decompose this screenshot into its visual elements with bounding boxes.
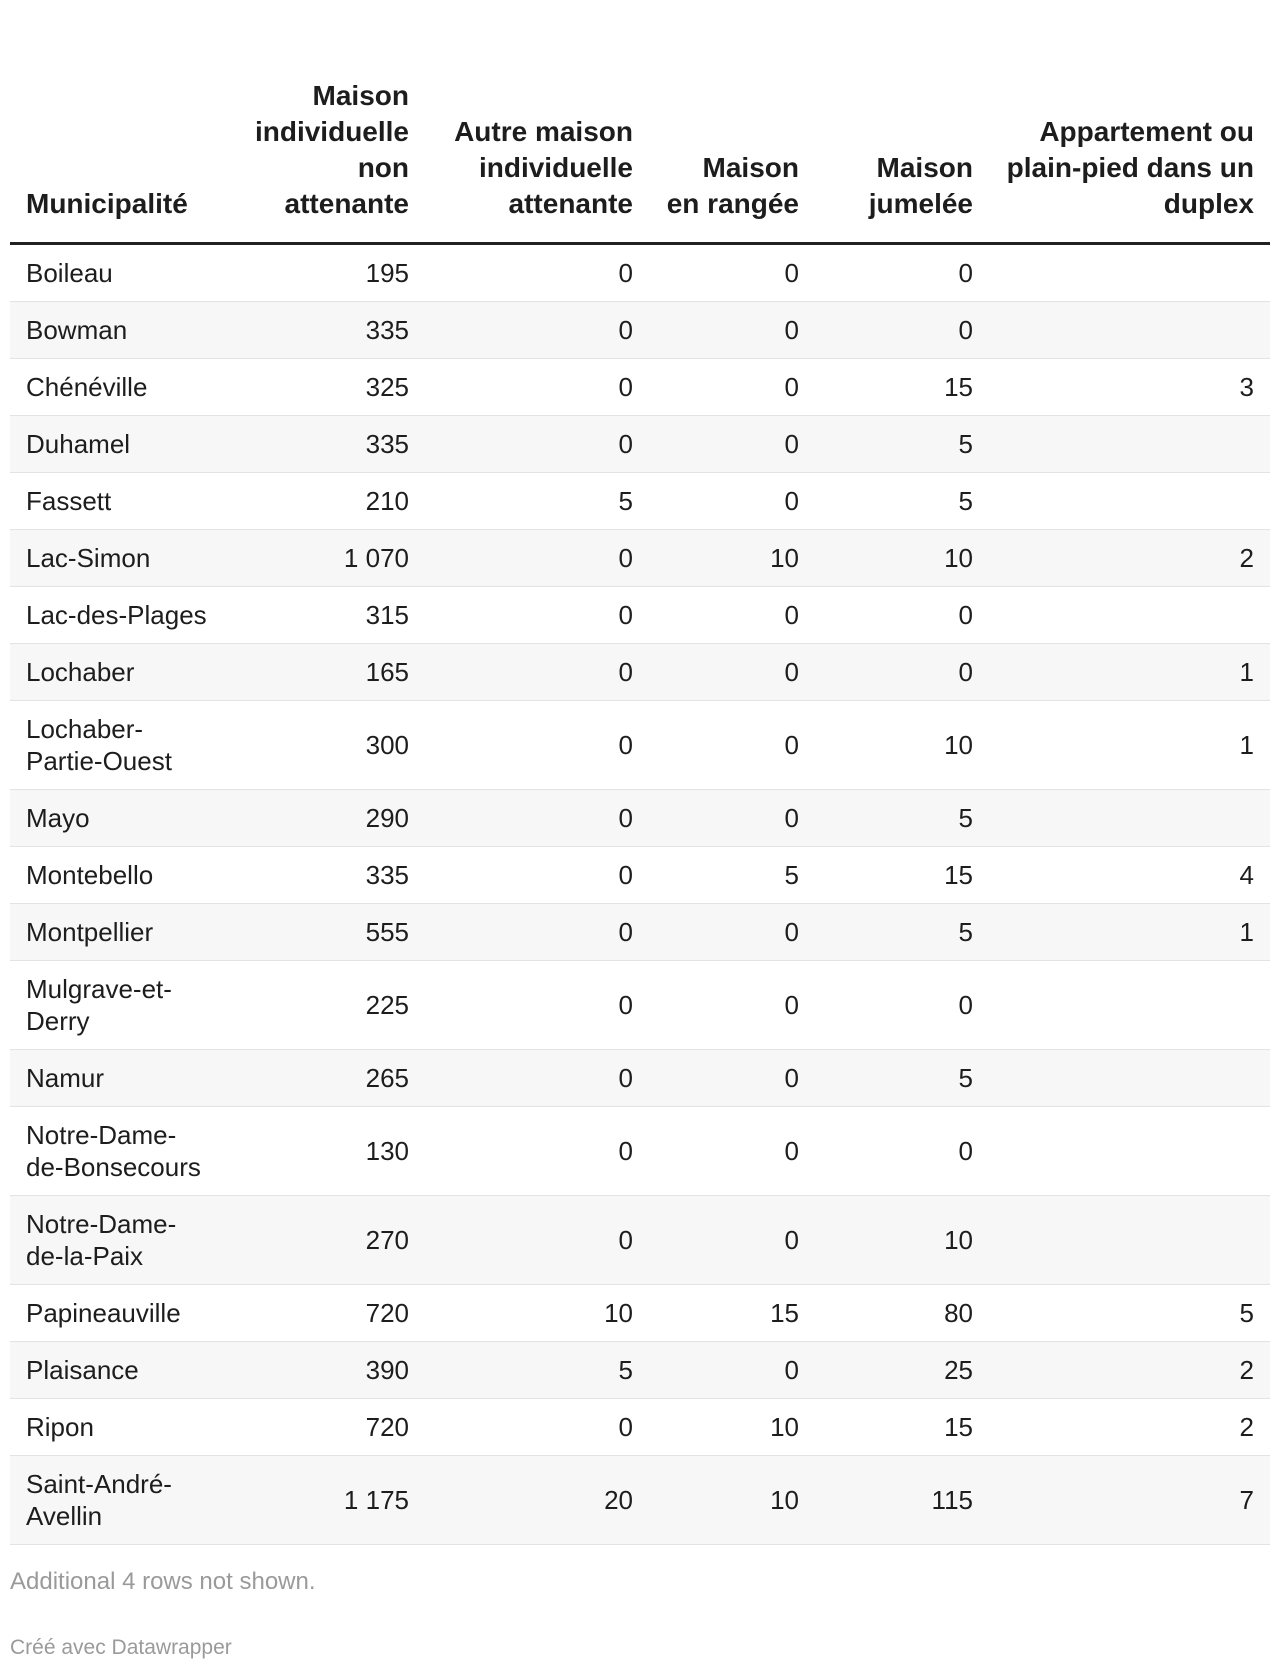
- table-row: [10, 961, 1270, 1050]
- value-cell: 3: [989, 359, 1270, 416]
- table-row: [10, 701, 1270, 790]
- value-cell: 225: [225, 961, 425, 1050]
- value-cell: 0: [815, 961, 989, 1050]
- table-row: [10, 790, 1270, 847]
- value-cell: [989, 1107, 1270, 1196]
- value-cell: 10: [425, 1285, 649, 1342]
- municipality-cell: Plaisance: [10, 1342, 225, 1399]
- municipality-cell: Boileau: [10, 244, 225, 302]
- data-table: [10, 78, 1270, 1545]
- value-cell: 0: [649, 1107, 815, 1196]
- value-cell: 1: [989, 644, 1270, 701]
- value-cell: 5: [815, 473, 989, 530]
- value-cell: 0: [425, 1107, 649, 1196]
- table-row: [10, 1285, 1270, 1342]
- value-cell: 0: [649, 961, 815, 1050]
- table-row: [10, 473, 1270, 530]
- value-cell: 2: [989, 1399, 1270, 1456]
- value-cell: 265: [225, 1050, 425, 1107]
- value-cell: 0: [649, 1050, 815, 1107]
- municipality-cell: Papineauville: [10, 1285, 225, 1342]
- value-cell: 0: [649, 904, 815, 961]
- table-row: [10, 847, 1270, 904]
- value-cell: 300: [225, 701, 425, 790]
- municipality-cell: Saint-André-Avellin: [10, 1456, 225, 1545]
- municipality-cell: Duhamel: [10, 416, 225, 473]
- municipality-cell: Namur: [10, 1050, 225, 1107]
- table-row: [10, 904, 1270, 961]
- value-cell: 0: [649, 790, 815, 847]
- municipality-cell: Montebello: [10, 847, 225, 904]
- value-cell: 0: [425, 587, 649, 644]
- column-header-4[interactable]: Maison jumelée: [815, 78, 989, 244]
- value-cell: 1 175: [225, 1456, 425, 1545]
- municipality-cell: Notre-Dame-de-la-Paix: [10, 1196, 225, 1285]
- value-cell: 0: [425, 244, 649, 302]
- value-cell: 15: [815, 359, 989, 416]
- value-cell: 0: [425, 701, 649, 790]
- table-row: [10, 1050, 1270, 1107]
- value-cell: [989, 1050, 1270, 1107]
- value-cell: [989, 961, 1270, 1050]
- value-cell: 0: [425, 1196, 649, 1285]
- value-cell: 10: [649, 1399, 815, 1456]
- value-cell: 5: [815, 904, 989, 961]
- column-header-3[interactable]: Maison en rangée: [649, 78, 815, 244]
- table-row: [10, 302, 1270, 359]
- value-cell: 0: [425, 961, 649, 1050]
- table-row: [10, 587, 1270, 644]
- value-cell: 390: [225, 1342, 425, 1399]
- value-cell: 195: [225, 244, 425, 302]
- value-cell: 10: [649, 530, 815, 587]
- value-cell: 0: [425, 904, 649, 961]
- value-cell: 0: [425, 790, 649, 847]
- column-header-2[interactable]: Autre maison individuelle attenante: [425, 78, 649, 244]
- municipality-cell: Chénéville: [10, 359, 225, 416]
- value-cell: 20: [425, 1456, 649, 1545]
- table-row: [10, 1399, 1270, 1456]
- value-cell: 0: [649, 302, 815, 359]
- table-row: [10, 1342, 1270, 1399]
- value-cell: 5: [815, 790, 989, 847]
- municipality-cell: Mulgrave-et-Derry: [10, 961, 225, 1050]
- value-cell: 7: [989, 1456, 1270, 1545]
- value-cell: 0: [649, 473, 815, 530]
- table-row: [10, 1456, 1270, 1545]
- value-cell: 1: [989, 701, 1270, 790]
- value-cell: 1: [989, 904, 1270, 961]
- value-cell: 5: [425, 473, 649, 530]
- value-cell: 1 070: [225, 530, 425, 587]
- value-cell: 0: [425, 416, 649, 473]
- value-cell: 0: [649, 644, 815, 701]
- value-cell: 115: [815, 1456, 989, 1545]
- value-cell: 2: [989, 1342, 1270, 1399]
- value-cell: 5: [425, 1342, 649, 1399]
- municipality-cell: Lac-des-Plages: [10, 587, 225, 644]
- value-cell: 0: [425, 302, 649, 359]
- column-header-5[interactable]: Appartement ou plain-pied dans un duplex: [989, 78, 1270, 244]
- value-cell: 720: [225, 1399, 425, 1456]
- value-cell: [989, 244, 1270, 302]
- value-cell: [989, 790, 1270, 847]
- value-cell: 5: [989, 1285, 1270, 1342]
- value-cell: [989, 302, 1270, 359]
- value-cell: 25: [815, 1342, 989, 1399]
- value-cell: 0: [649, 244, 815, 302]
- value-cell: 0: [649, 701, 815, 790]
- value-cell: 0: [425, 644, 649, 701]
- value-cell: 0: [649, 416, 815, 473]
- value-cell: 270: [225, 1196, 425, 1285]
- municipality-cell: Mayo: [10, 790, 225, 847]
- column-header-1[interactable]: Maison individuelle non attenante: [225, 78, 425, 244]
- value-cell: 210: [225, 473, 425, 530]
- value-cell: 0: [425, 1050, 649, 1107]
- value-cell: 0: [649, 359, 815, 416]
- table-viewport[interactable]: [10, 0, 1254, 1555]
- municipality-cell: Lac-Simon: [10, 530, 225, 587]
- value-cell: 335: [225, 847, 425, 904]
- municipality-cell: Montpellier: [10, 904, 225, 961]
- value-cell: 335: [225, 302, 425, 359]
- value-cell: 5: [649, 847, 815, 904]
- value-cell: 720: [225, 1285, 425, 1342]
- value-cell: 130: [225, 1107, 425, 1196]
- municipality-cell: Fassett: [10, 473, 225, 530]
- table-row: [10, 644, 1270, 701]
- value-cell: 15: [649, 1285, 815, 1342]
- value-cell: [989, 587, 1270, 644]
- value-cell: 10: [815, 1196, 989, 1285]
- datawrapper-credit[interactable]: Créé avec Datawrapper: [10, 1636, 232, 1659]
- table-row: [10, 244, 1270, 302]
- table-body: [10, 244, 1270, 1545]
- header-row: [10, 78, 1270, 244]
- rows-hidden-note: Additional 4 rows not shown.: [10, 1568, 316, 1595]
- table-row: [10, 530, 1270, 587]
- value-cell: 0: [425, 1399, 649, 1456]
- value-cell: 325: [225, 359, 425, 416]
- value-cell: 2: [989, 530, 1270, 587]
- value-cell: 0: [425, 847, 649, 904]
- value-cell: 165: [225, 644, 425, 701]
- value-cell: 315: [225, 587, 425, 644]
- table-row: [10, 416, 1270, 473]
- municipality-cell: Ripon: [10, 1399, 225, 1456]
- municipality-cell: Lochaber: [10, 644, 225, 701]
- table-row: [10, 359, 1270, 416]
- value-cell: [989, 473, 1270, 530]
- value-cell: [989, 1196, 1270, 1285]
- value-cell: 0: [425, 530, 649, 587]
- table-row: [10, 1107, 1270, 1196]
- value-cell: 0: [815, 587, 989, 644]
- value-cell: 15: [815, 1399, 989, 1456]
- municipality-cell: Lochaber-Partie-Ouest: [10, 701, 225, 790]
- value-cell: 0: [815, 644, 989, 701]
- value-cell: 5: [815, 416, 989, 473]
- value-cell: [989, 416, 1270, 473]
- value-cell: 0: [649, 1196, 815, 1285]
- value-cell: 0: [649, 1342, 815, 1399]
- value-cell: 80: [815, 1285, 989, 1342]
- value-cell: 0: [815, 302, 989, 359]
- value-cell: 290: [225, 790, 425, 847]
- value-cell: 335: [225, 416, 425, 473]
- value-cell: 10: [815, 701, 989, 790]
- municipality-cell: Bowman: [10, 302, 225, 359]
- value-cell: 0: [815, 1107, 989, 1196]
- value-cell: 15: [815, 847, 989, 904]
- value-cell: 0: [425, 359, 649, 416]
- column-header-0[interactable]: Municipalité: [10, 78, 225, 244]
- table-row: [10, 1196, 1270, 1285]
- value-cell: 0: [815, 244, 989, 302]
- value-cell: 10: [649, 1456, 815, 1545]
- municipality-cell: Notre-Dame-de-Bonsecours: [10, 1107, 225, 1196]
- value-cell: 5: [815, 1050, 989, 1107]
- value-cell: 0: [649, 587, 815, 644]
- value-cell: 4: [989, 847, 1270, 904]
- value-cell: 10: [815, 530, 989, 587]
- value-cell: 555: [225, 904, 425, 961]
